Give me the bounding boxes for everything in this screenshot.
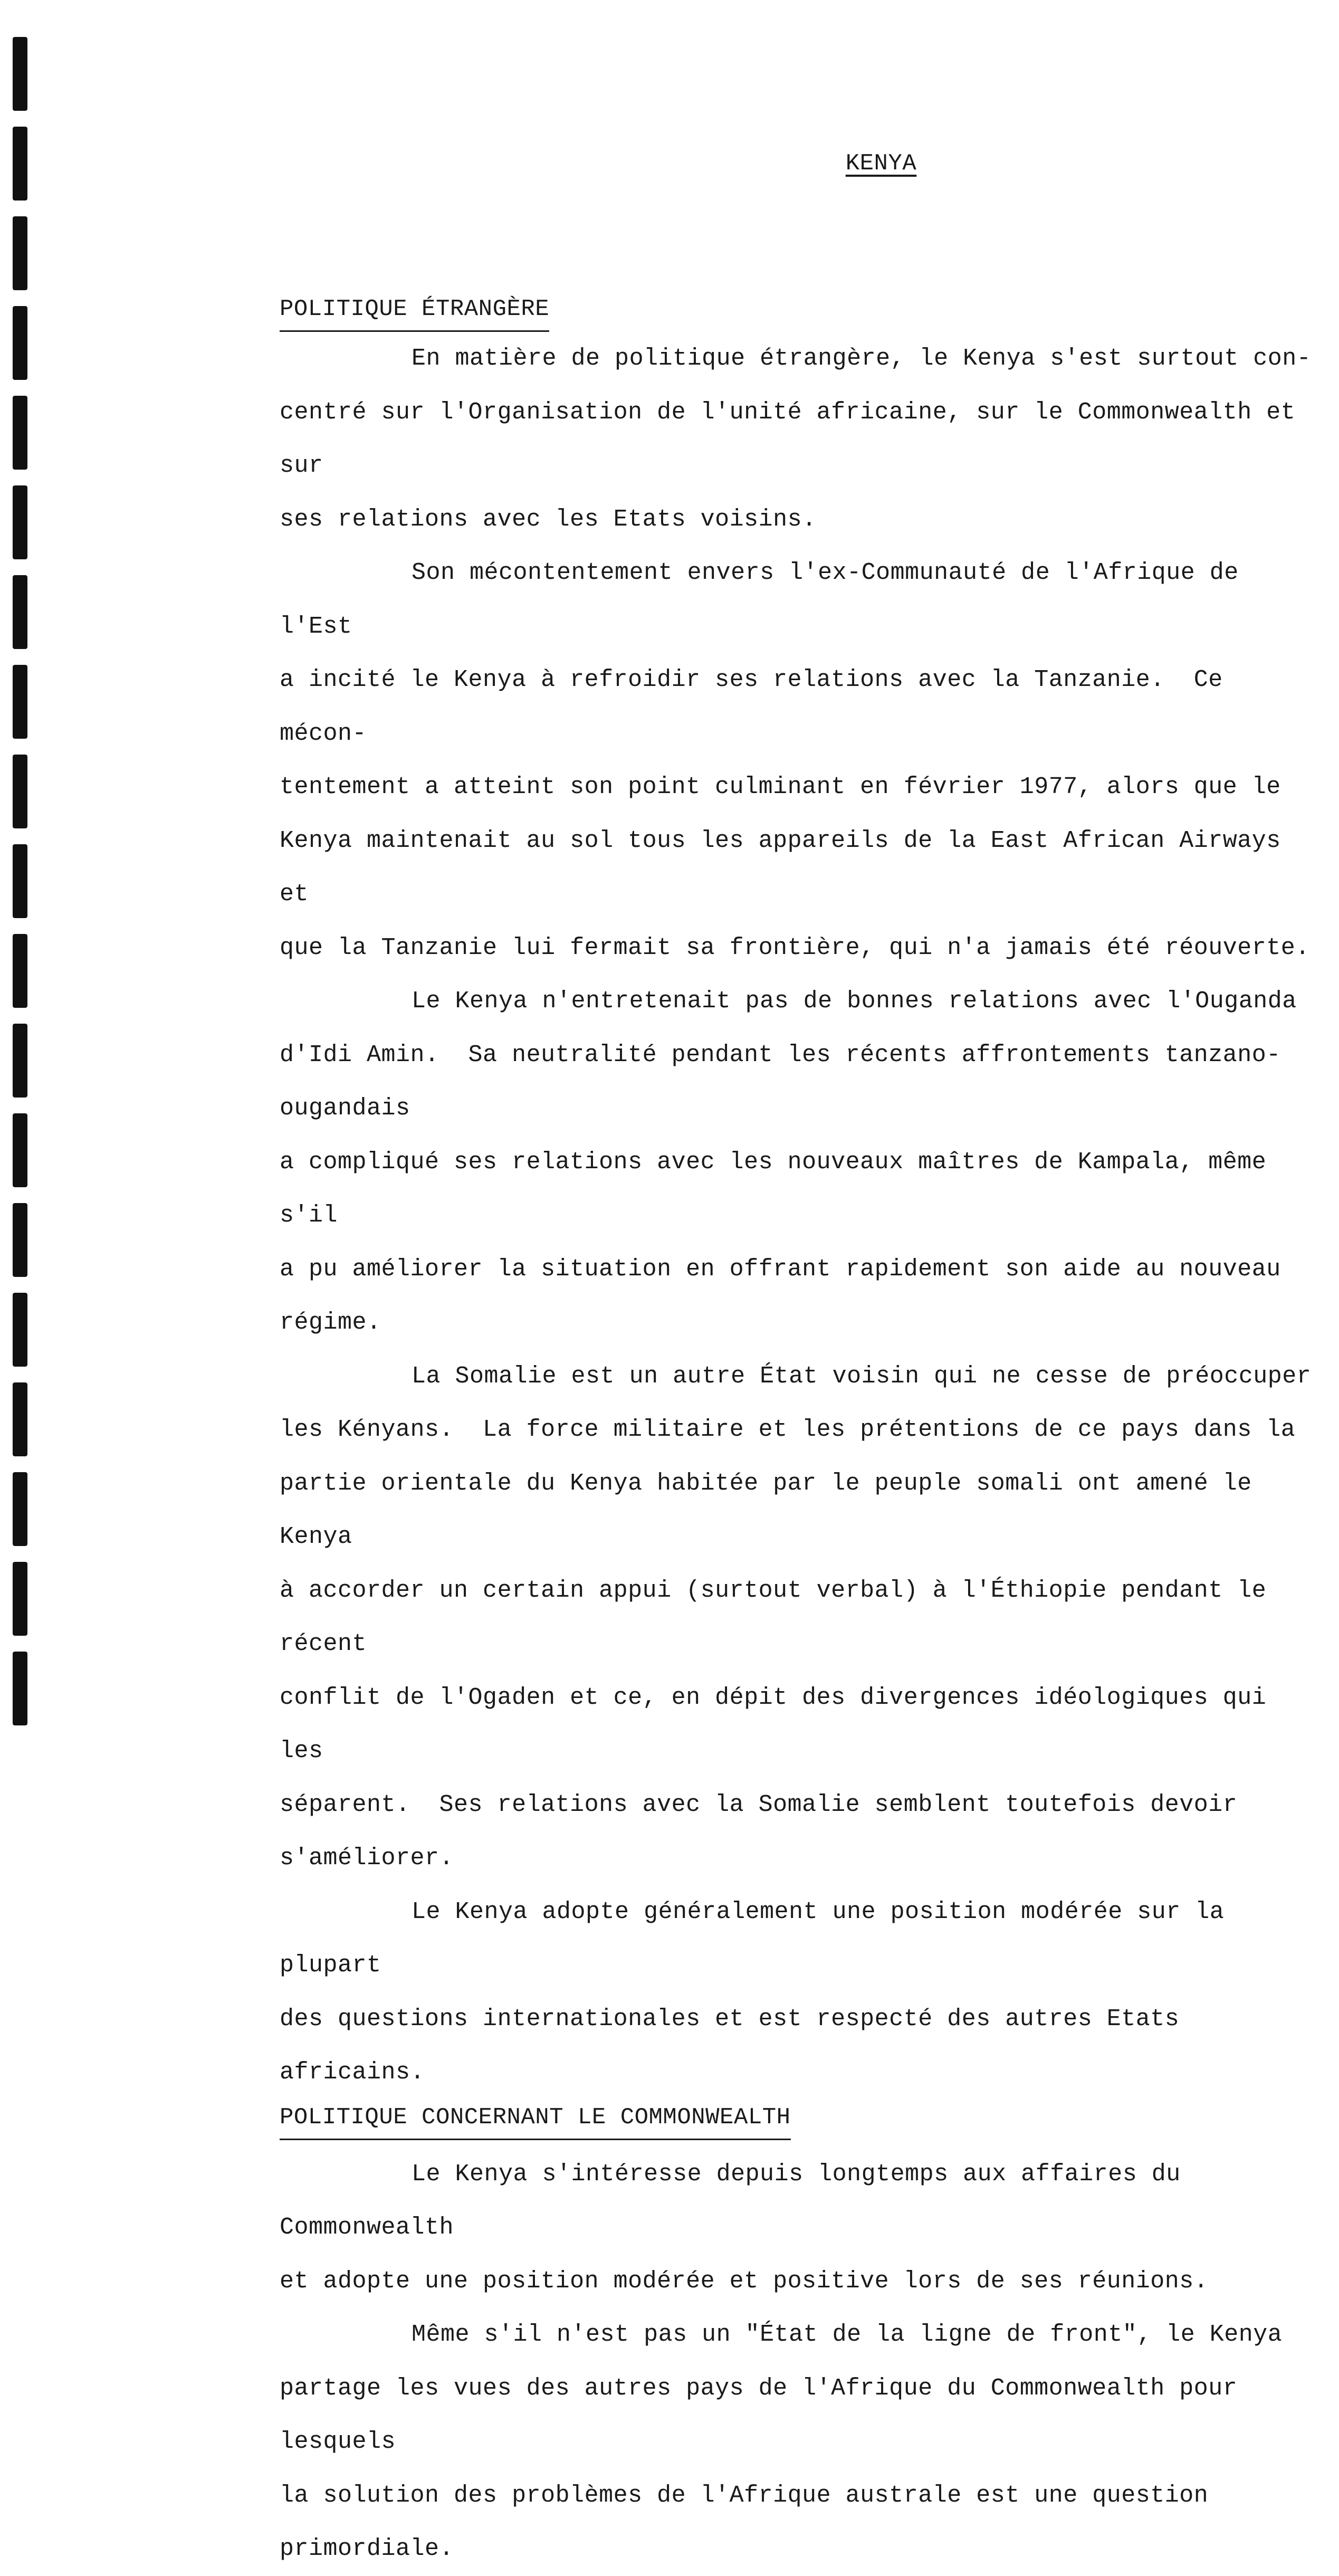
paragraph: Le Kenya adopte généralement une position modérée sur la plupart des questions internationales et est respecté des autres Etats africains. (280, 1898, 1225, 2086)
punch-hole-mark (13, 485, 27, 559)
punch-hole-mark (13, 1562, 27, 1636)
punch-hole-mark (13, 844, 27, 918)
punch-hole-mark (13, 575, 27, 649)
punch-hole-mark (13, 1382, 27, 1456)
section-heading-commonwealth-policy: POLITIQUE CONCERNANT LE COMMONWEALTH (280, 2096, 791, 2140)
paragraph: Son mécontentement envers l'ex-Communauté de l'Afrique de l'Est a incité le Kenya à refroidir ses relations avec la Tanzanie. Ce mécon- tentement a atteint son point culminant en février 1977, alors que le Kenya maintenait au sol tous les appareils de la East African Airways et que la Tanzanie lui fermait sa frontière, qui n'a jamais été réouverte. (280, 559, 1310, 961)
paragraph: Même s'il n'est pas un "État de la ligne de front", le Kenya partage les vues des autres pays de l'Afrique du Commonwealth pour lesquels la solution des problèmes de l'Afrique australe est une question primordiale. (280, 2321, 1283, 2562)
punch-hole-mark (13, 216, 27, 290)
section-foreign-policy (280, 332, 1314, 2100)
section-commonwealth-policy (280, 2148, 1314, 2576)
punch-hole-mark (13, 396, 27, 470)
document-title: KENYA (845, 150, 917, 177)
section-heading-foreign-policy: POLITIQUE ÉTRANGÈRE (280, 288, 549, 332)
paragraph: En matière de politique étrangère, le Kenya s'est surtout con- centré sur l'Organisation de l'unité africaine, sur le Commonwealth et sur ses relations avec les Etats voisins. (280, 345, 1312, 533)
punch-hole-mark (13, 1203, 27, 1277)
punch-hole-mark (13, 1293, 27, 1367)
punch-hole-mark (13, 37, 27, 111)
punch-hole-mark (13, 1472, 27, 1546)
punch-hole-mark (13, 1652, 27, 1725)
punch-hole-mark (13, 306, 27, 380)
punch-hole-mark (13, 127, 27, 201)
punch-hole-mark (13, 665, 27, 739)
punch-hole-mark (13, 1024, 27, 1098)
punch-hole-mark (13, 934, 27, 1008)
punch-hole-mark (13, 755, 27, 828)
paragraph: La Somalie est un autre État voisin qui ne cesse de préoccuper les Kényans. La force militaire et les prétentions de ce pays dans la partie orientale du Kenya habitée par le peuple somali ont amené le Kenya à accorder un certain appui (surtout verbal) à l'Éthiopie pendant le récent conflit de l'Ogaden et ce, en dépit des divergences idéologiques qui les séparent. Ses relations avec la Somalie semblent toutefois devoir s'améliorer. (280, 1362, 1312, 1872)
paragraph: Le Kenya n'entretenait pas de bonnes relations avec l'Ouganda d'Idi Amin. Sa neutralité pendant les récents affrontements tanzano-ougandais a compliqué ses relations avec les nouveaux maîtres de Kampala, même s'il a pu améliorer la situation en offrant rapidement son aide au nouveau régime. (280, 988, 1297, 1336)
paragraph: Le Kenya s'intéresse depuis longtemps aux affaires du Commonwealth et adopte une position modérée et positive lors de ses réunions. (280, 2160, 1209, 2295)
document-page (280, 137, 1314, 2576)
punch-hole-mark (13, 1113, 27, 1187)
binding-punch-holes (13, 37, 28, 1725)
